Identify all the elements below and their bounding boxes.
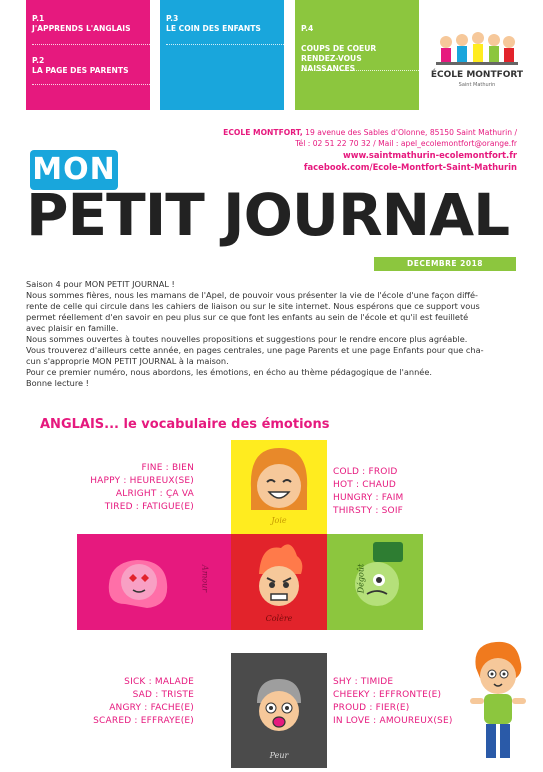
toc-label: COUPS DE COEUR RENDEZ-VOUS NAISSANCES bbox=[301, 44, 377, 73]
vocab-item: COLD : FROID bbox=[333, 467, 398, 477]
toc-num: P.3 bbox=[166, 14, 179, 23]
vocab-top-right bbox=[333, 466, 473, 518]
divider bbox=[301, 70, 419, 71]
intro-line: cun s'approprie MON PETIT JOURNAL à la maison. bbox=[26, 356, 229, 366]
intro-line: Nous sommes fières, nous les mamans de l'Apel, de pouvoir vous présenter la vie de l'école d'une façon diffé- bbox=[26, 290, 478, 300]
intro-line: Pour ce premier numéro, nous abordons, les émotions, en écho au thème pédagogique de l'année. bbox=[26, 367, 432, 377]
vocab-item: SAD : TRISTE bbox=[132, 690, 194, 700]
box-p4 bbox=[295, 0, 419, 110]
page-title: PETIT JOURNAL bbox=[26, 181, 510, 249]
divider bbox=[166, 44, 284, 45]
vocab-item: HOT : CHAUD bbox=[333, 480, 397, 490]
intro-line: avec plaisir en famille. bbox=[26, 323, 119, 333]
logo-subtitle: Saint Mathurin bbox=[458, 82, 496, 88]
phone-mail: Tél : 02 51 22 70 32 / Mail : apel_ecolemontfort@orange.fr bbox=[295, 139, 517, 148]
box-p3 bbox=[160, 0, 284, 110]
school-logo bbox=[424, 32, 530, 94]
toc-num: P.1 bbox=[32, 14, 45, 23]
fear-label: Peur bbox=[269, 751, 289, 760]
toc-item-p3[interactable] bbox=[166, 14, 261, 34]
toc-num: P.2 bbox=[32, 56, 45, 65]
toc-label: LE COIN DES ENFANTS bbox=[166, 24, 261, 33]
title-mon: MON bbox=[30, 150, 118, 190]
love-square bbox=[77, 534, 231, 630]
vocab-item: PROUD : FIER(E) bbox=[333, 703, 410, 713]
vocab-item: THIRSTY : SOIF bbox=[333, 506, 404, 516]
toc-num: P.4 bbox=[301, 24, 314, 33]
disgust-label: Dégoût bbox=[356, 563, 366, 594]
joy-label: Joie bbox=[271, 516, 287, 525]
intro-line: Saison 4 pour MON PETIT JOURNAL ! bbox=[26, 279, 175, 289]
joy-square bbox=[231, 440, 327, 536]
anger-label: Colère bbox=[265, 614, 293, 623]
vocab-bottom-left bbox=[56, 676, 194, 728]
school-name: ECOLE MONTFORT, bbox=[223, 128, 303, 137]
vocab-item: SICK : MALADE bbox=[124, 677, 194, 687]
toc-label: J'APPRENDS L'ANGLAIS bbox=[32, 24, 131, 33]
vocab-item: SCARED : EFFRAYE(E) bbox=[93, 716, 194, 726]
divider bbox=[32, 84, 150, 85]
toc-item-p4[interactable] bbox=[301, 14, 376, 74]
issue-date: DECEMBRE 2018 bbox=[374, 257, 516, 271]
contact-block bbox=[223, 127, 517, 173]
intro-line: permet réellement d'en savoir en peu plus sur ce que font les enfants au sein de l'école et qu'il est feuilleté bbox=[26, 312, 469, 322]
vocab-item: ANGRY : FACHE(E) bbox=[109, 703, 194, 713]
kid-character-icon bbox=[462, 638, 532, 766]
vocab-item: IN LOVE : AMOUREUX(SE) bbox=[333, 716, 453, 726]
vocab-item: ALRIGHT : ÇA VA bbox=[115, 489, 194, 499]
vocab-item: HUNGRY : FAIM bbox=[333, 493, 404, 503]
vocab-top-left bbox=[50, 462, 194, 514]
intro-text bbox=[26, 279, 518, 389]
section-title: ANGLAIS... le vocabulaire des émotions bbox=[40, 417, 330, 432]
toc-item-p2[interactable] bbox=[32, 56, 129, 76]
toc-item-p1[interactable] bbox=[32, 14, 131, 34]
intro-line: Nous sommes ouvertes à toutes nouvelles propositions et suggestions pour le rendre encore plus agréable. bbox=[26, 334, 468, 344]
anger-square bbox=[231, 534, 327, 630]
intro-line: Vous trouverez d'ailleurs cette année, en pages centrales, une page Parents et une page Enfants pour que cha- bbox=[26, 345, 484, 355]
vocab-bottom-right bbox=[333, 676, 483, 728]
disgust-square bbox=[327, 534, 423, 630]
vocab-item: FINE : BIEN bbox=[141, 463, 194, 473]
box-p1-p2 bbox=[26, 0, 150, 110]
children-logo-icon bbox=[432, 32, 522, 70]
vocab-item: HAPPY : HEUREUX(SE) bbox=[90, 476, 194, 486]
facebook-link[interactable]: facebook.com/Ecole-Montfort-Saint-Mathurin bbox=[303, 162, 517, 172]
intro-line: Bonne lecture ! bbox=[26, 378, 89, 388]
intro-line: rente de celle qui circule dans les cahiers de liaison ou sur le site internet. Nous espérons que ce support vous bbox=[26, 301, 480, 311]
website-link[interactable]: www.saintmathurin-ecolemontfort.fr bbox=[343, 150, 517, 160]
toc-label: LA PAGE DES PARENTS bbox=[32, 66, 129, 75]
vocab-item: SHY : TIMIDE bbox=[333, 677, 394, 687]
divider bbox=[32, 44, 150, 45]
fear-square bbox=[231, 653, 327, 768]
love-label: Amour bbox=[200, 564, 210, 593]
disgust-face-icon bbox=[327, 534, 423, 630]
logo-name: ÉCOLE MONTFORT bbox=[430, 70, 524, 80]
address: 19 avenue des Sables d'Olonne, 85150 Saint Mathurin / bbox=[302, 128, 517, 137]
vocab-item: CHEEKY : EFFRONTE(E) bbox=[333, 690, 442, 700]
vocab-item: TIRED : FATIGUE(E) bbox=[104, 502, 194, 512]
